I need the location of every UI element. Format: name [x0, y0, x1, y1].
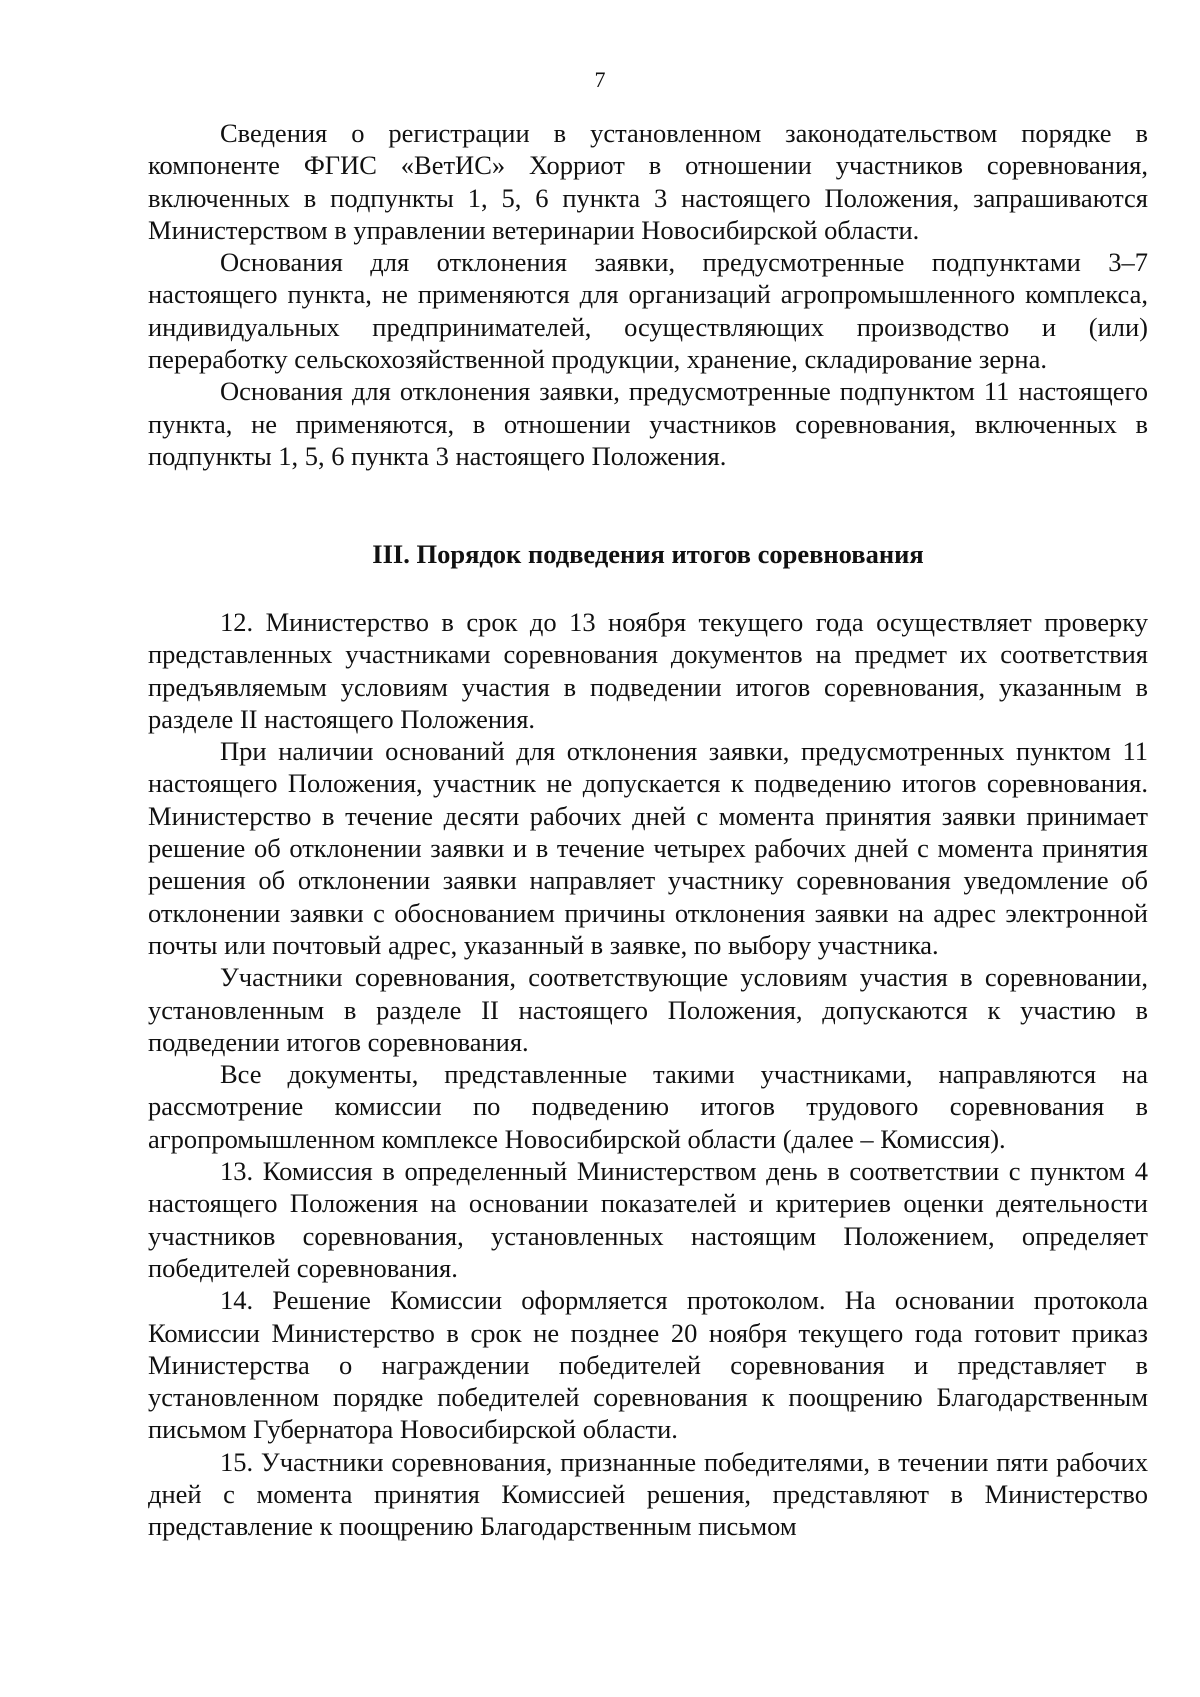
paragraph: Основания для отклонения заявки, предусмотренные подпунктами 3–7 настоящего пункта, не применяются для организаций агропромышленного комплекса, индивидуальных предпринимателей, осуществляющих производство и (или) переработку сельскохозяйственной продукции, хранение, складирование зерна.	[148, 247, 1148, 375]
section-top-text	[148, 117, 1148, 472]
paragraph: Сведения о регистрации в установленном законодательством порядке в компоненте ФГИС «ВетИС» Хорриот в отношении участников соревнования, включенных в подпункты 1, 5, 6 пункта 3 настоящего Положения, запрашиваются Министерством в управлении ветеринарии Новосибирской области.	[148, 118, 1148, 245]
paragraph: 13. Комиссия в определенный Министерством день в соответствии с пунктом 4 настоящего Положения на основании показателей и критериев оценки деятельности участников соревнования, установленных настоящим Положением, определяет победителей соревнования.	[148, 1156, 1148, 1283]
paragraph: Все документы, представленные такими участниками, направляются на рассмотрение комиссии по подведению итогов трудового соревнования в агропромышленном комплексе Новосибирской области (далее – Комиссия).	[148, 1059, 1148, 1154]
paragraph: Участники соревнования, соответствующие условиям участия в соревновании, установленным в разделе II настоящего Положения, допускаются к участию в подведении итогов соревнования.	[148, 962, 1148, 1057]
paragraph: Основания для отклонения заявки, предусмотренные подпунктом 11 настоящего пункта, не применяются, в отношении участников соревнования, включенных в подпункты 1, 5, 6 пункта 3 настоящего Положения.	[148, 376, 1148, 471]
page-number: 7	[594, 67, 606, 92]
paragraph: 15. Участники соревнования, признанные победителями, в течении пяти рабочих дней с момента принятия Комиссией решения, представляют в Министерство представление к поощрению Благодарственным письмом	[148, 1446, 1148, 1542]
paragraph: 12. Министерство в срок до 13 ноября текущего года осуществляет проверку представленных участниками соревнования документов на предмет их соответствия предъявляемым условиям участия в подведении итогов соревнования, указанным в разделе II настоящего Положения.	[148, 607, 1148, 734]
paragraph: 14. Решение Комиссии оформляется протоколом. На основании протокола Комиссии Министерство в срок не позднее 20 ноября текущего года готовит приказ Министерства о награждении победителей соревнования и представляет в установленном порядке победителей соревнования к поощрению Благодарственным письмом Губернатора Новосибирской области.	[148, 1285, 1148, 1445]
section-bottom-text	[148, 606, 1148, 1543]
paragraph: При наличии оснований для отклонения заявки, предусмотренных пунктом 11 настоящего Положения, участник не допускается к подведению итогов соревнования. Министерство в течение десяти рабочих дней с момента принятия заявки принимает решение об отклонении заявки и в течение четырех рабочих дней с момента принятия решения об отклонении заявки направляет участнику соревнования уведомление об отклонении заявки с обоснованием причины отклонения заявки на адрес электронной почты или почтовый адрес, указанный в заявке, по выбору участника.	[148, 736, 1148, 960]
section-heading: III. Порядок подведения итогов соревнования	[372, 539, 924, 569]
